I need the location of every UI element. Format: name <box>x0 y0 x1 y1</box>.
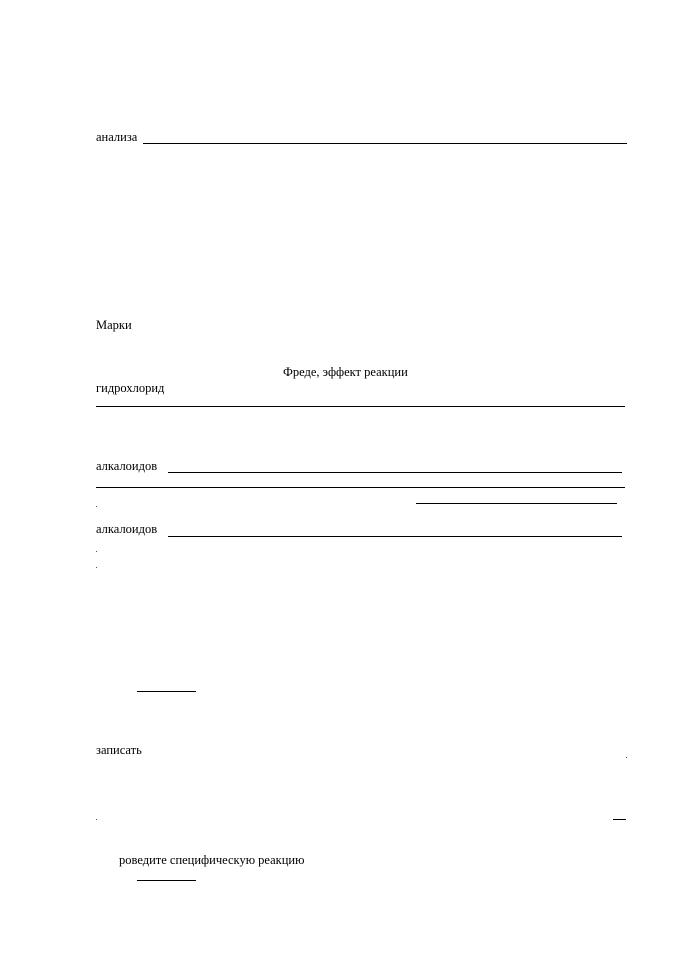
blank-line-full-1[interactable] <box>96 406 625 407</box>
dot-mark-2 <box>96 551 97 552</box>
label-gidrokhlorid: гидрохлорид <box>96 381 165 395</box>
dot-mark-1 <box>96 506 97 507</box>
blank-line-full-2[interactable] <box>96 487 625 488</box>
dot-mark-4 <box>626 757 627 758</box>
dot-mark-3 <box>96 567 97 568</box>
label-frede: Фреде, эффект реакции <box>283 365 408 379</box>
blank-line-alkaloidov-1[interactable] <box>168 472 622 473</box>
label-zapisat: записать <box>96 743 142 757</box>
dot-mark-5 <box>96 819 97 820</box>
label-marki: Марки <box>96 318 132 332</box>
blank-line-dash[interactable] <box>613 819 626 820</box>
blank-line-short-1[interactable] <box>137 691 196 692</box>
label-alkaloidov-1: алкалоидов <box>96 459 158 473</box>
blank-line-short-2[interactable] <box>137 880 196 881</box>
label-analiza: анализа <box>96 130 138 144</box>
blank-line-alkaloidov-2[interactable] <box>168 536 622 537</box>
label-provedite: роведите специфическую реакцию <box>119 853 305 867</box>
blank-line-partial-1[interactable] <box>416 503 617 504</box>
blank-line-analiza[interactable] <box>143 143 627 144</box>
label-alkaloidov-2: алкалоидов <box>96 522 158 536</box>
